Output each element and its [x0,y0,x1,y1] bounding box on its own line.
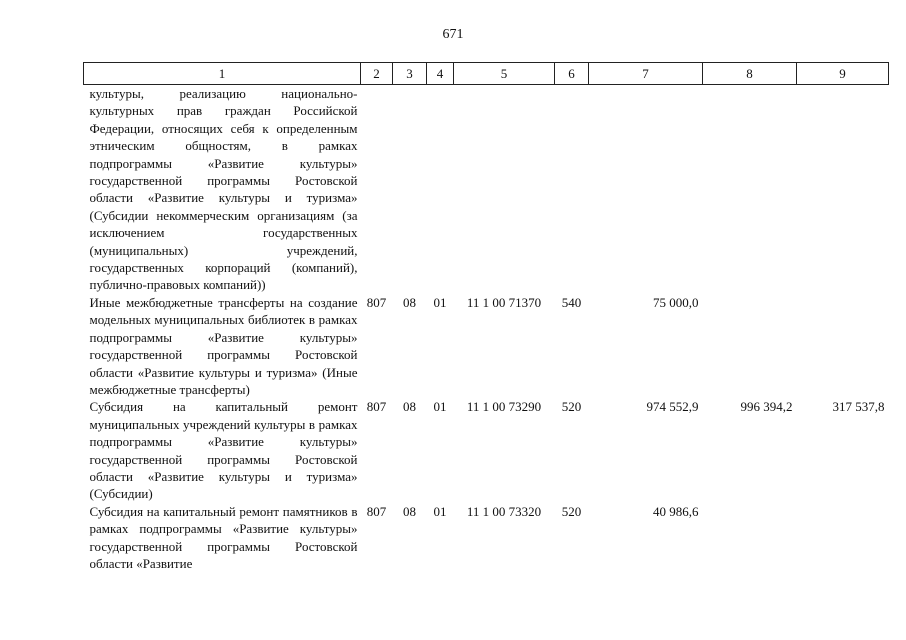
cell-c8 [703,503,797,573]
cell-c2 [361,85,393,294]
cell-c6: 540 [561,294,582,310]
row-description: Иные межбюджетные трансферты на создание модельных муниципальных библиотек в рамках подпрограммы «Развитие культуры» государственной программы Ростовской области «Развитие культуры и туризма» (Иные межбюджетные трансферты) [89,294,358,397]
cell-c6: 520 [561,399,582,415]
cell-c3: 08 [403,294,416,310]
cell-c7: 40 986,6 [653,503,699,519]
cell-c4: 01 [433,399,447,415]
cell-c3: 08 [403,503,416,519]
cell-c7 [589,85,703,294]
cell-c4: 01 [433,503,447,519]
cell-c8 [703,294,797,398]
table-row [84,398,889,502]
cell-c2: 807 [366,399,387,415]
column-header: 2 [361,63,393,85]
cell-c4 [427,85,454,294]
budget-table [83,62,889,572]
column-header: 9 [797,63,889,85]
cell-c5: 11 1 00 73290 [466,399,542,415]
column-header: 3 [393,63,427,85]
column-header: 5 [454,63,555,85]
cell-c3 [393,85,427,294]
cell-c2: 807 [366,294,387,310]
table-row [84,85,889,294]
row-description: Субсидия на капитальный ремонт памятников в рамках подпрограммы «Развитие культуры» государственной программы Ростовской области «Развитие [89,503,358,571]
cell-c7: 75 000,0 [653,294,699,310]
cell-c6 [555,85,589,294]
cell-c9 [797,85,889,294]
page-number: 671 [442,27,464,42]
cell-c4: 01 [433,294,447,310]
cell-c5: 11 1 00 71370 [466,294,542,310]
cell-c2: 807 [366,503,387,519]
cell-c6: 520 [561,503,582,519]
row-description: культуры, реализацию национально-культурных прав граждан Российской Федерации, относящих себя к определенным этническим общностям, в рамках подпрограммы «Развитие культуры» государственной программы Ростовской области «Развитие культуры и туризма» (Субсидии некоммерческим организациям (за исключением государственных (муниципальных) учреждений, государственных корпораций (компаний), публично-правовых компаний)) [89,86,358,293]
cell-c8: 996 394,2 [740,399,793,415]
cell-c8 [703,85,797,294]
table-header [84,63,889,85]
column-header: 8 [703,63,797,85]
column-header: 4 [427,63,454,85]
cell-c9 [797,503,889,573]
cell-c5: 11 1 00 73320 [466,503,542,519]
cell-c7: 974 552,9 [646,399,699,415]
column-header: 6 [555,63,589,85]
table-row [84,294,889,398]
cell-c3: 08 [403,399,416,415]
table-row [84,503,889,573]
row-description: Субсидия на капитальный ремонт муниципальных учреждений культуры в рамках подпрограммы «Развитие культуры» государственной программы Ростовской области «Развитие культуры и туризма» (Субсидии) [89,399,358,502]
cell-c5 [454,85,555,294]
column-header: 1 [84,63,361,85]
cell-c9: 317 537,8 [832,399,885,415]
column-header: 7 [589,63,703,85]
cell-c9 [797,294,889,398]
